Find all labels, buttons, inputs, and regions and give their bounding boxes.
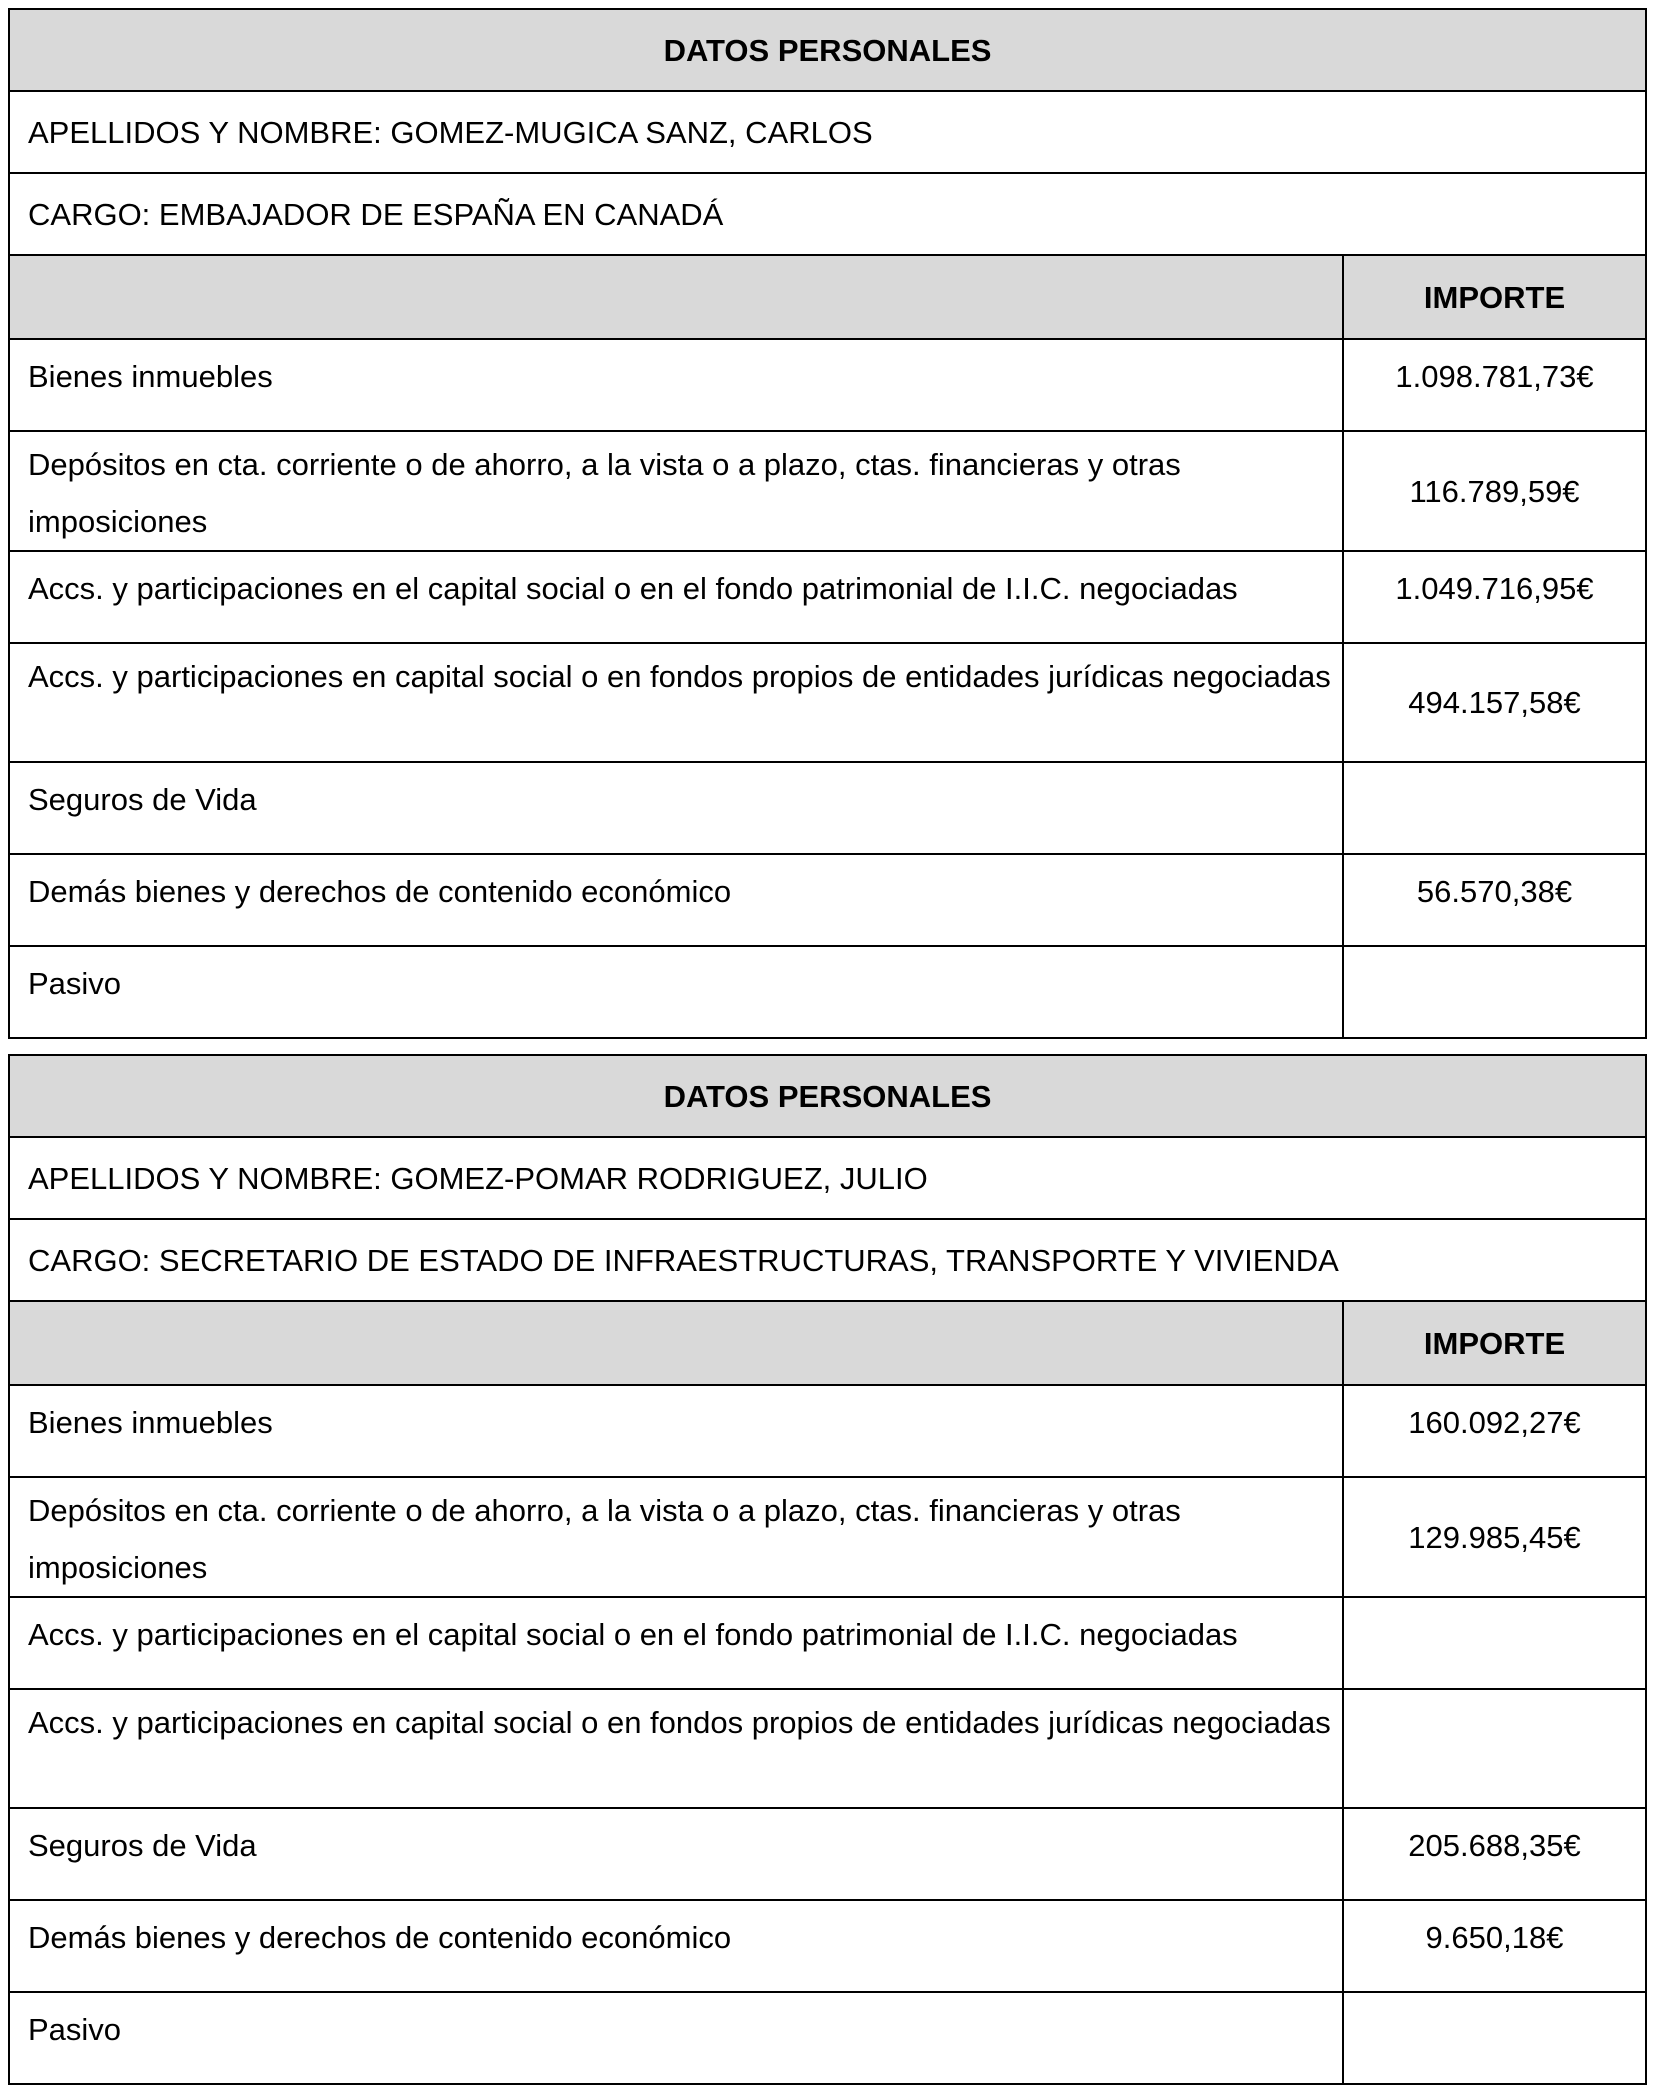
label-column-header xyxy=(9,1301,1343,1385)
row-label: Depósitos en cta. corriente o de ahorro, a la vista o a plazo, ctas. financieras y otras imposiciones xyxy=(9,1477,1343,1597)
row-amount: 129.985,45€ xyxy=(1343,1477,1646,1597)
row-amount: 1.049.716,95€ xyxy=(1343,551,1646,643)
personal-data-table-1 xyxy=(8,8,1647,1039)
table-row xyxy=(9,1597,1646,1689)
table-row xyxy=(9,431,1646,551)
row-amount: 56.570,38€ xyxy=(1343,854,1646,946)
row-amount xyxy=(1343,946,1646,1038)
row-amount: 494.157,58€ xyxy=(1343,643,1646,762)
row-label: Pasivo xyxy=(9,946,1343,1038)
name-line: APELLIDOS Y NOMBRE: GOMEZ-POMAR RODRIGUEZ, JULIO xyxy=(9,1137,1646,1219)
row-amount: 205.688,35€ xyxy=(1343,1808,1646,1900)
row-label: Seguros de Vida xyxy=(9,762,1343,854)
row-amount xyxy=(1343,1689,1646,1808)
table-row xyxy=(9,1992,1646,2084)
table-row xyxy=(9,854,1646,946)
table-row xyxy=(9,762,1646,854)
row-label: Demás bienes y derechos de contenido económico xyxy=(9,1900,1343,1992)
table-row xyxy=(9,643,1646,762)
row-label: Accs. y participaciones en el capital social o en el fondo patrimonial de I.I.C. negociadas xyxy=(9,1597,1343,1689)
label-column-header xyxy=(9,255,1343,339)
table-row xyxy=(9,339,1646,431)
row-label: Demás bienes y derechos de contenido económico xyxy=(9,854,1343,946)
section-header: DATOS PERSONALES xyxy=(9,1055,1646,1137)
row-amount: 1.098.781,73€ xyxy=(1343,339,1646,431)
row-label: Bienes inmuebles xyxy=(9,1385,1343,1477)
row-label: Seguros de Vida xyxy=(9,1808,1343,1900)
row-label: Depósitos en cta. corriente o de ahorro, a la vista o a plazo, ctas. financieras y otras imposiciones xyxy=(9,431,1343,551)
personal-data-table-2 xyxy=(8,1054,1647,2085)
cargo-line: CARGO: SECRETARIO DE ESTADO DE INFRAESTRUCTURAS, TRANSPORTE Y VIVIENDA xyxy=(9,1219,1646,1301)
amount-column-header: IMPORTE xyxy=(1343,1301,1646,1385)
row-label: Accs. y participaciones en el capital social o en el fondo patrimonial de I.I.C. negociadas xyxy=(9,551,1343,643)
table-row xyxy=(9,1385,1646,1477)
row-label: Pasivo xyxy=(9,1992,1343,2084)
row-label: Bienes inmuebles xyxy=(9,339,1343,431)
row-label: Accs. y participaciones en capital social o en fondos propios de entidades jurídicas negociadas xyxy=(9,1689,1343,1808)
cargo-line: CARGO: EMBAJADOR DE ESPAÑA EN CANADÁ xyxy=(9,173,1646,255)
row-amount xyxy=(1343,1992,1646,2084)
row-amount xyxy=(1343,762,1646,854)
table-row xyxy=(9,1689,1646,1808)
table-row xyxy=(9,551,1646,643)
section-header: DATOS PERSONALES xyxy=(9,9,1646,91)
row-amount xyxy=(1343,1597,1646,1689)
row-amount: 160.092,27€ xyxy=(1343,1385,1646,1477)
name-line: APELLIDOS Y NOMBRE: GOMEZ-MUGICA SANZ, CARLOS xyxy=(9,91,1646,173)
table-row xyxy=(9,1808,1646,1900)
table-row xyxy=(9,1900,1646,1992)
table-row xyxy=(9,946,1646,1038)
row-amount: 9.650,18€ xyxy=(1343,1900,1646,1992)
table-row xyxy=(9,1477,1646,1597)
row-amount: 116.789,59€ xyxy=(1343,431,1646,551)
row-label: Accs. y participaciones en capital social o en fondos propios de entidades jurídicas negociadas xyxy=(9,643,1343,762)
amount-column-header: IMPORTE xyxy=(1343,255,1646,339)
